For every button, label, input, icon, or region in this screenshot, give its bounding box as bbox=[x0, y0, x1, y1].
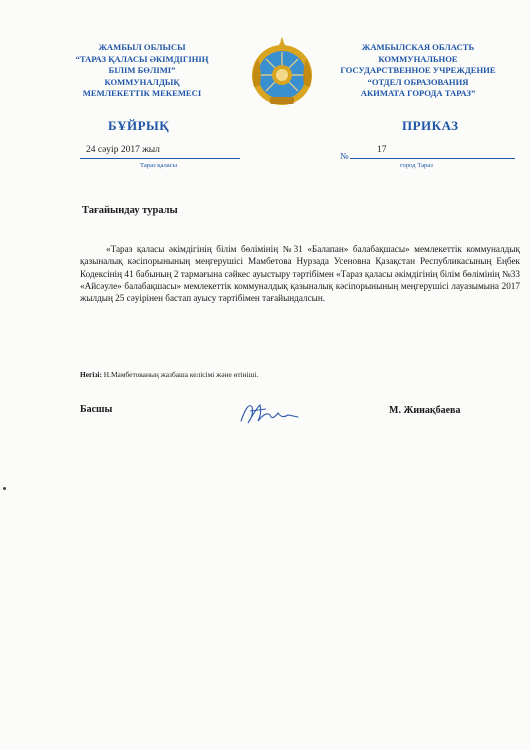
order-body: «Тараз қаласы әкімдігінің білім бөлімінің №31 «Балапан» балабақшасы» мемлекеттік коммуналдық қазыналық кәсіпорынының меңгерушісі Мамбетова Нурзада Усеновна Қазақстан Республикасының Еңбек Кодексінің 41 бабының 2 тармағына сәйкес ауыстыру тәртібімен «Тараз қаласы әкімдігінің білім бөлімінің №33 «Айсәуле» балабақшасы» мемлекеттік коммуналдық қазыналық кәсіпорынының меңгерушісі лауазымына 2017 жылдың 25 сәуірінен бастап ауысу тәртібімен тағайындалсын. bbox=[80, 244, 520, 304]
header-left-line: “ТАРАЗ ҚАЛАСЫ ӘКІМДІГІНІҢ bbox=[75, 53, 209, 64]
header-right-line: АКИМАТА ГОРОДА ТАРАЗ” bbox=[360, 88, 476, 99]
margin-dot bbox=[3, 487, 6, 490]
date-underline bbox=[80, 157, 240, 159]
number-sign: № bbox=[340, 151, 349, 161]
order-subject: Тағайындау туралы bbox=[82, 205, 178, 216]
order-title-ru: ПРИКАЗ bbox=[402, 118, 459, 133]
header-left-line: КОММУНАЛДЫҚ bbox=[104, 76, 180, 87]
head-name: М. Жинақбаева bbox=[389, 405, 461, 416]
header-left-line: БІЛІМ БӨЛІМІ” bbox=[108, 65, 176, 76]
handwritten-signature bbox=[238, 397, 300, 429]
head-label: Басшы bbox=[80, 404, 113, 415]
header-left-kz bbox=[48, 42, 236, 100]
header-right-line: “ОТДЕЛ ОБРАЗОВАНИЯ bbox=[367, 76, 469, 87]
number-underline bbox=[350, 157, 515, 159]
header-right-line: ЖАМБЫЛСКАЯ ОБЛАСТЬ bbox=[361, 42, 475, 52]
order-number: 17 bbox=[377, 145, 387, 155]
order-title-kz: БҰЙРЫҚ bbox=[108, 118, 170, 133]
basis-text: Н.Мамбетованың жазбаша келісімі және өтініші. bbox=[101, 370, 259, 379]
header-right-line: ГОСУДАРСТВЕННОЕ УЧРЕЖДЕНИЕ bbox=[340, 65, 496, 76]
basis-line bbox=[80, 370, 258, 379]
place-kz: Тараз қаласы bbox=[140, 162, 178, 169]
state-emblem-icon bbox=[248, 37, 316, 109]
header-right-line: КОММУНАЛЬНОЕ bbox=[378, 53, 458, 64]
header-right-ru bbox=[318, 42, 518, 100]
order-date: 24 сәуір 2017 жыл bbox=[86, 145, 160, 155]
place-ru: город Тараз bbox=[400, 162, 433, 169]
header-left-line: ЖАМБЫЛ ОБЛЫСЫ bbox=[98, 42, 186, 52]
basis-label: Негізі: bbox=[80, 370, 102, 379]
header-left-line: МЕМЛЕКЕТТІК МЕКЕМЕСІ bbox=[82, 88, 202, 99]
